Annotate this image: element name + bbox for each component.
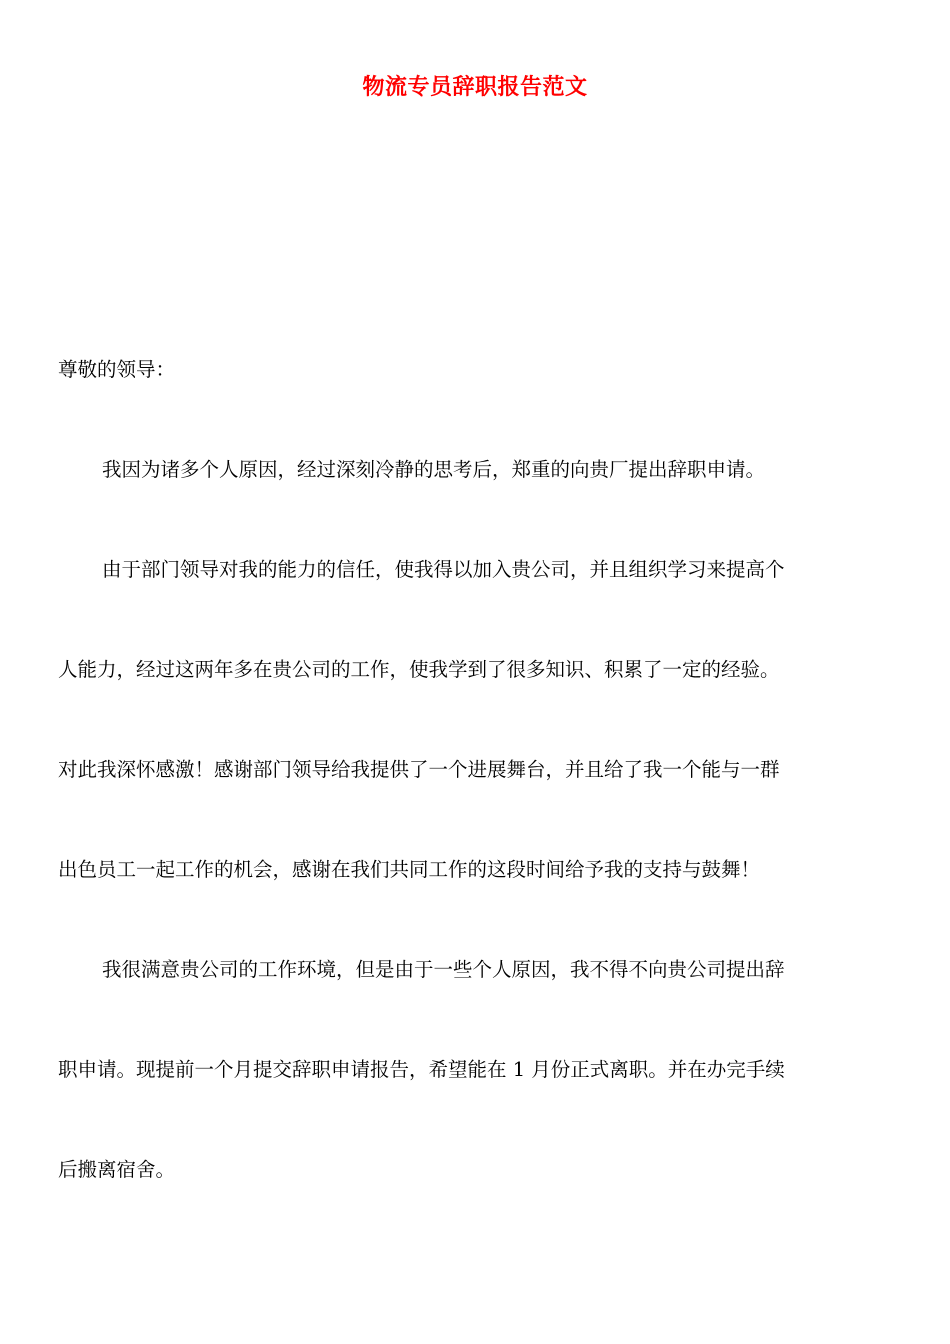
paragraph-line: 职申请。现提前一个月提交辞职申请报告，希望能在 1 月份正式离职。并在办完手续	[58, 1058, 785, 1081]
document-body	[58, 350, 894, 1250]
paragraph-line: 后搬离宿舍。	[58, 1158, 176, 1181]
document-title: 物流专员辞职报告范文	[362, 75, 588, 100]
paragraph-line: 人能力，经过这两年多在贵公司的工作，使我学到了很多知识、积累了一定的经验。	[58, 658, 780, 681]
paragraph-line: 对此我深怀感激！感谢部门领导给我提供了一个进展舞台，并且给了我一个能与一群	[58, 758, 780, 781]
salutation-line: 尊敬的领导：	[58, 358, 176, 381]
paragraph-line: 我因为诸多个人原因，经过深刻冷静的思考后，郑重的向贵厂提出辞职申请。	[102, 458, 766, 481]
paragraph-line: 出色员工一起工作的机会，感谢在我们共同工作的这段时间给予我的支持与鼓舞！	[58, 858, 761, 881]
paragraph-line: 我很满意贵公司的工作环境，但是由于一些个人原因，我不得不向贵公司提出辞	[102, 958, 785, 981]
paragraph-line: 由于部门领导对我的能力的信任，使我得以加入贵公司，并且组织学习来提高个	[102, 558, 785, 581]
